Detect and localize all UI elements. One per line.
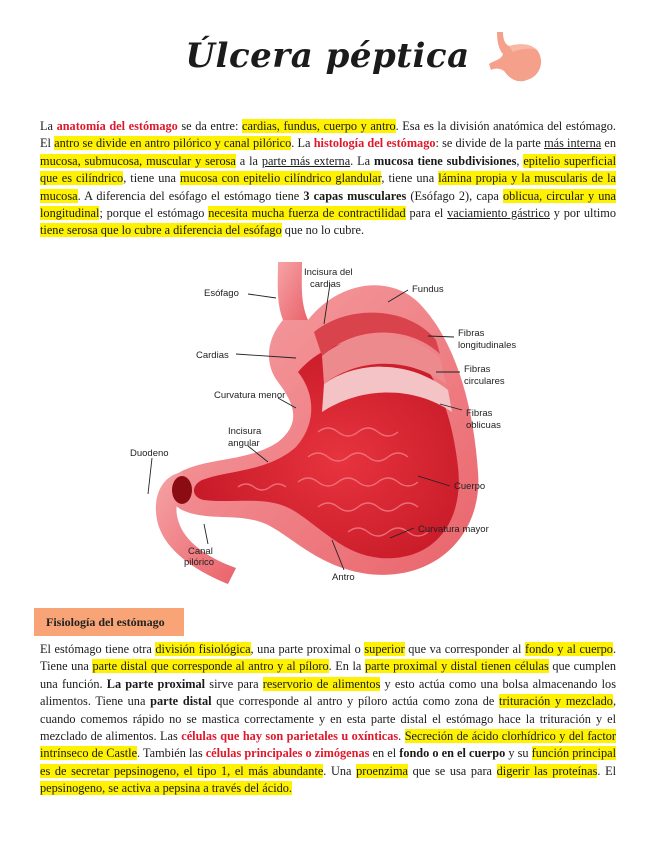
label-antro: Antro bbox=[332, 572, 355, 583]
label-incisura-cardias-1: Incisura del bbox=[304, 267, 353, 278]
label-fibras-circ-2: circulares bbox=[464, 376, 505, 387]
pyloric-opening bbox=[172, 476, 192, 504]
label-fibras-long-1: Fibras bbox=[458, 328, 485, 339]
label-esofago: Esófago bbox=[204, 288, 239, 299]
label-fundus: Fundus bbox=[412, 284, 444, 295]
label-duodeno: Duodeno bbox=[130, 448, 169, 459]
label-cardias: Cardias bbox=[196, 350, 229, 361]
label-fibras-circ-1: Fibras bbox=[464, 364, 491, 375]
stomach-anatomy-diagram bbox=[118, 262, 538, 592]
label-fibras-long-2: longitudinales bbox=[458, 340, 517, 351]
physiology-paragraph: El estómago tiene otra división fisiológica, una parte proximal o superior que va corresponder al fondo y al cuerpo. Tiene una parte distal que corresponde al antro y al píloro. En la parte proximal y distal tienen células que cumplen una función. La parte proximal sirve para reservorio de alimentos y esto actúa como una bolsa almacenando los alimentos. Tiene una parte distal que corresponde al antro y píloro actúa como zona de trituración y mezclado, cuando comemos rápido no se mastica correctamente y en esta parte distal el estómago hace la trituración y el mezclado de alimentos. Las células que hay son parietales u oxínticas. Secreción de ácido clorhídrico y del factor intrínseco de Castle. También las células principales o zimógenas en el fondo o en el cuerpo y su función principal es de secretar pepsinogeno, el tipo 1, el más abundante. Una proenzima que se usa para digerir las proteínas. El pepsinogeno, se activa a pepsina a través del ácido. bbox=[40, 642, 617, 796]
section-heading-box bbox=[34, 608, 184, 636]
label-cuerpo: Cuerpo bbox=[454, 481, 486, 492]
label-fibras-obl-2: oblicuas bbox=[466, 420, 501, 431]
stomach-icon bbox=[483, 28, 547, 88]
page-title: Úlcera péptica bbox=[185, 36, 470, 76]
section-heading: Fisiología del estómago bbox=[46, 615, 165, 629]
label-incisura-angular-1: Incisura bbox=[228, 426, 262, 437]
label-fibras-obl-1: Fibras bbox=[466, 408, 493, 419]
label-canal-pilorico-2: pilórico bbox=[184, 557, 215, 568]
label-curvatura-mayor: Curvatura mayor bbox=[418, 524, 489, 535]
label-canal-pilorico-1: Canal bbox=[188, 546, 213, 557]
label-incisura-cardias-2: cardias bbox=[310, 279, 341, 290]
anatomy-paragraph: La anatomía del estómago se da entre: cardias, fundus, cuerpo y antro. Esa es la división anatómica del estómago. El antro se divide en antro pilórico y canal pilórico. La histología del estómago: se divide de la parte más interna en mucosa, submucosa, muscular y serosa a la parte más externa. La mucosa tiene subdivisiones, epitelio superficial que es cilíndrico, tiene una mucosa con epitelio cilíndrico glandular, tiene una lámina propia y la muscularis de la mucosa. A diferencia del esófago el estómago tiene 3 capas musculares (Esófago 2), capa oblicua, circular y una longitudinal; porque el estómago necesita mucha fuerza de contractilidad para el vaciamiento gástrico y por ultimo tiene serosa que lo cubre a diferencia del esófago que no lo cubre. bbox=[40, 119, 617, 238]
label-curvatura-menor: Curvatura menor bbox=[214, 390, 286, 401]
label-incisura-angular-2: angular bbox=[228, 438, 260, 449]
